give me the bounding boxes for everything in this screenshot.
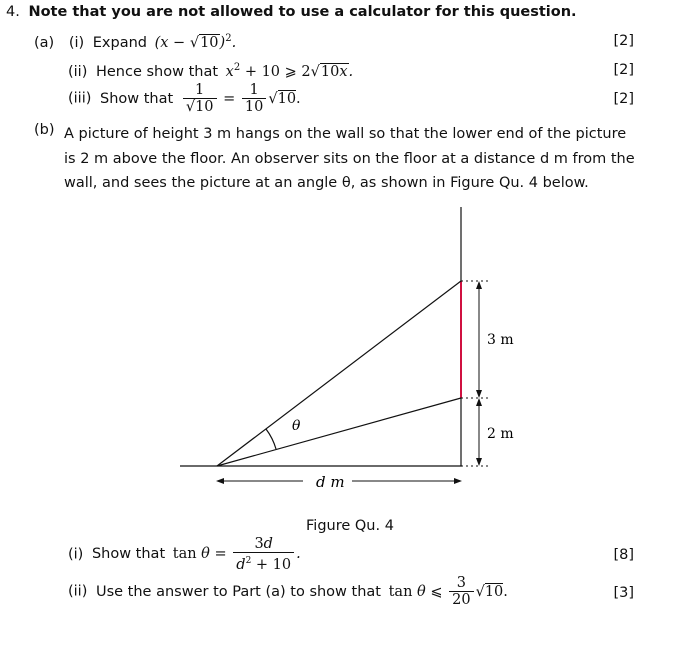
part-a-i-label: (i) [68, 34, 85, 51]
question-number: 4. [6, 4, 20, 20]
part-b-i-expr: tan θ = $\frac{3d}{d^2 + 10}$ . [172, 536, 301, 573]
part-b-i-text: Show that [91, 546, 166, 563]
part-a-iii-expr: $\frac{1}{√10}$ = $\frac{1}{10}$ √10. [181, 91, 301, 107]
label-d: d m [316, 473, 345, 491]
label-theta: θ [292, 418, 301, 434]
part-b-ii-text: Use the answer to Part (a) to show that [95, 583, 381, 600]
part-b-ii-mark: [3] [613, 585, 634, 601]
part-a-iii-text: Show that [100, 90, 174, 107]
sight-line-top [217, 281, 461, 466]
figure-caption: Figure Qu. 4 [306, 518, 394, 534]
part-a-iii-label: (iii) [68, 90, 92, 107]
part-b-i [68, 536, 301, 573]
label-2m: 2 m [487, 426, 514, 442]
part-b-i-label: (i) [68, 546, 84, 563]
part-a-ii-text: Hence show that [95, 63, 219, 80]
part-b-ii [68, 575, 508, 608]
part-a-ii-mark: [2] [613, 62, 634, 78]
arrowhead [476, 281, 482, 289]
arrowhead [476, 390, 482, 398]
part-a-iii-mark: [2] [613, 91, 634, 107]
part-b-text: A picture of height 3 m hangs on the wall so that the lower end of the picture is 2 m above the floor. An observer sits on the floor at a distance d m from the wall, and sees the picture at an angle θ, as shown in Figure Qu. 4 below. [64, 126, 635, 191]
label-3m: 3 m [487, 332, 514, 348]
question-title: Note that you are not allowed to use a calculator for this question. [28, 4, 577, 20]
part-b-i-mark: [8] [613, 547, 634, 563]
arrowhead [476, 458, 482, 466]
arrowhead [216, 478, 224, 484]
part-a-i-mark: [2] [613, 33, 634, 49]
part-a-i-text: Expand [92, 34, 147, 51]
angle-arc [266, 429, 276, 449]
part-a-ii-expr: $x^2 + 10$ ⩾ 2√10x. [225, 62, 354, 80]
arrowhead [476, 398, 482, 406]
arrowhead [454, 478, 462, 484]
part-b-ii-label: (ii) [68, 583, 88, 600]
part-a-ii-label: (ii) [68, 63, 88, 80]
part-b-label: (b) [34, 122, 55, 138]
part-a-i-expr: $(x - √10)^2$. [154, 33, 237, 51]
part-b-ii-expr: tan θ ⩽ $\frac{3}{20}$ √10. [388, 575, 508, 608]
sight-line-bottom [217, 398, 461, 466]
part-a-label: (a) [34, 34, 55, 51]
